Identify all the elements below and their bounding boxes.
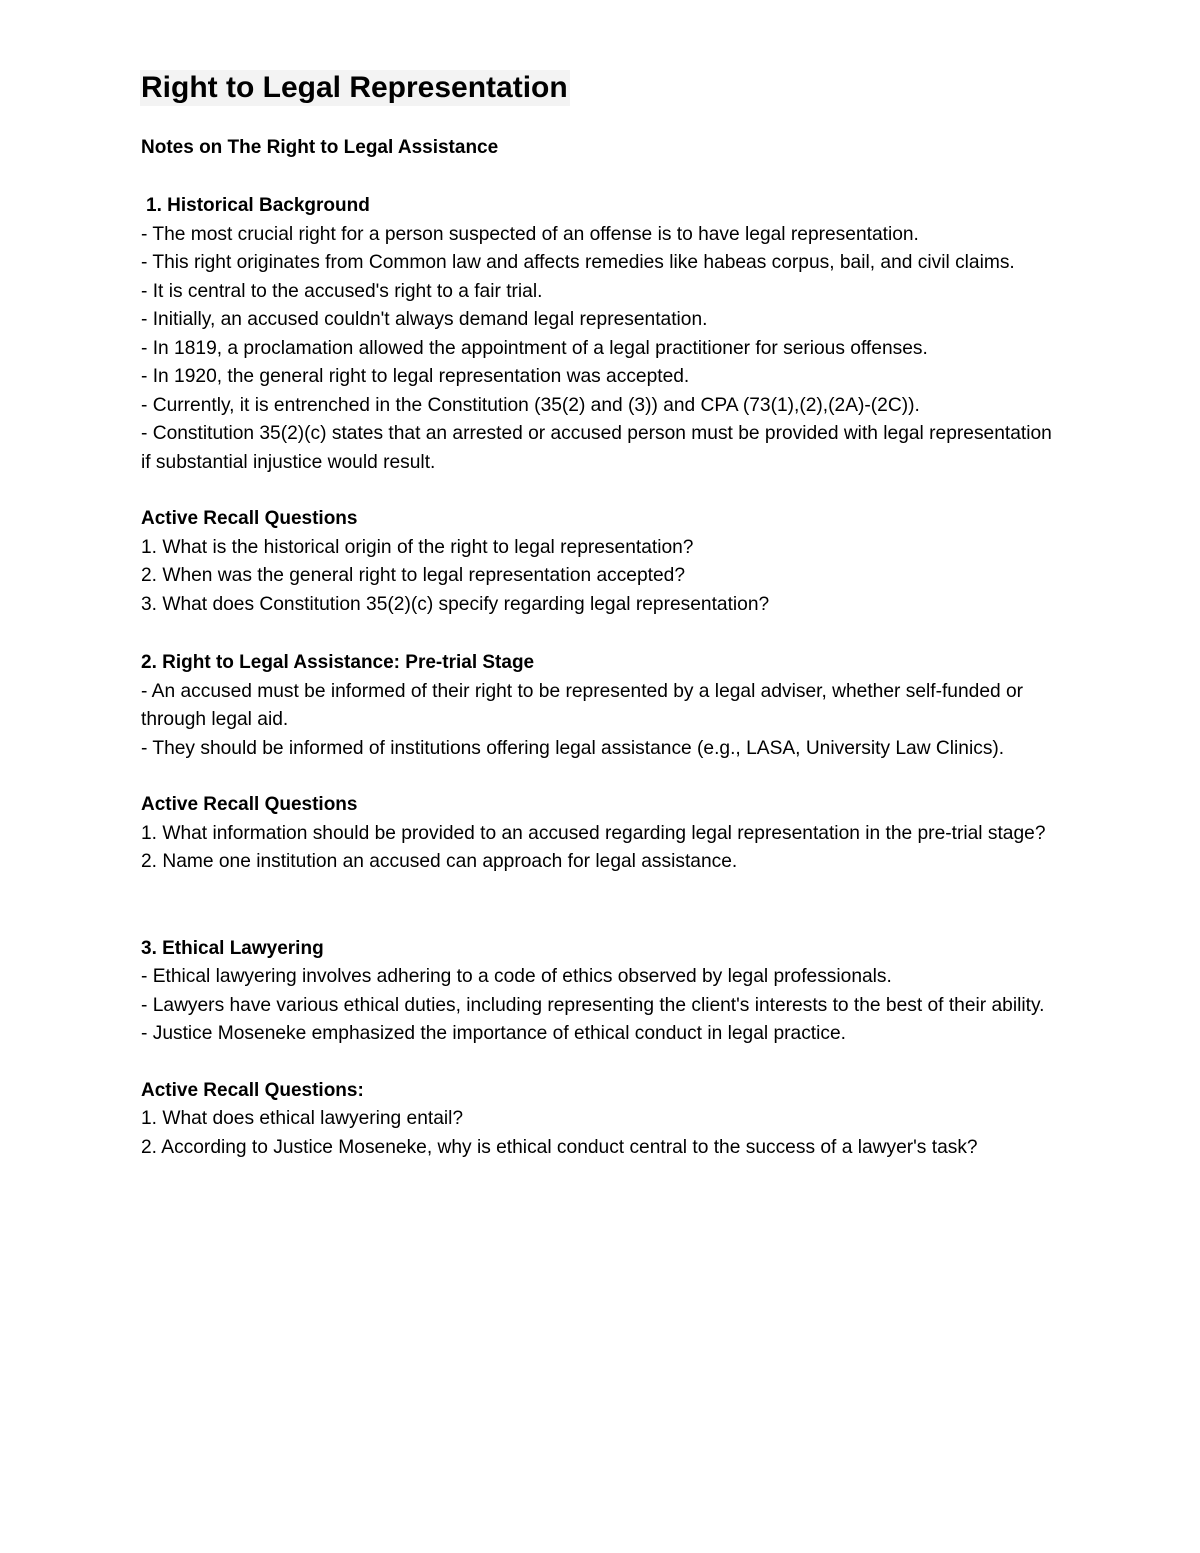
section-heading: 2. Right to Legal Assistance: Pre-trial Stage (141, 652, 535, 673)
bullet-point: - The most crucial right for a person suspected of an offense is to have legal representation. (141, 223, 919, 245)
recall-question: 1. What information should be provided to an accused regarding legal representation in the pre-trial stage? (141, 822, 1046, 844)
bullet-point: - Constitution 35(2)(c) states that an arrested or accused person must be provided with legal representation if substantial injustice would result. (141, 423, 1052, 473)
section-pre-trial-stage (141, 649, 1061, 877)
bullet-point: - An accused must be informed of their right to be represented by a legal adviser, whether self-funded or through legal aid. (141, 680, 1024, 730)
section-historical-background (141, 192, 1061, 619)
bullet-point: - In 1920, the general right to legal representation was accepted. (141, 366, 690, 387)
recall-question: 1. What does ethical lawyering entail? (141, 1108, 464, 1129)
bullet-point: - Initially, an accused couldn't always demand legal representation. (141, 309, 708, 330)
bullet-point: - Lawyers have various ethical duties, including representing the client's interests to the best of their ability. (141, 994, 1045, 1016)
document-subtitle: Notes on The Right to Legal Assistance (141, 137, 499, 158)
active-recall-block (141, 505, 1061, 619)
bullet-point: - It is central to the accused's right to a fair trial. (141, 280, 543, 302)
recall-heading: Active Recall Questions: (141, 1079, 364, 1101)
recall-heading: Active Recall Questions (141, 508, 358, 529)
recall-question: 2. According to Justice Moseneke, why is ethical conduct central to the success of a lawyer's task? (141, 1136, 978, 1158)
bullet-point: - This right originates from Common law and affects remedies like habeas corpus, bail, and civil claims. (141, 252, 1015, 273)
bullet-point: - Currently, it is entrenched in the Constitution (35(2) and (3)) and CPA (73(1),(2),(2A)-(2C)). (141, 394, 920, 416)
active-recall-block (141, 791, 1061, 877)
section-heading: 1. Historical Background (146, 195, 370, 216)
bullet-point: - Justice Moseneke emphasized the importance of ethical conduct in legal practice. (141, 1023, 846, 1044)
recall-question: 2. When was the general right to legal representation accepted? (141, 565, 685, 586)
section-ethical-lawyering (141, 935, 1061, 1163)
document-title: Right to Legal Representation (141, 71, 568, 104)
recall-question: 3. What does Constitution 35(2)(c) specify regarding legal representation? (141, 593, 770, 615)
recall-heading: Active Recall Questions (141, 794, 358, 815)
active-recall-block (141, 1077, 1061, 1163)
recall-question: 1. What is the historical origin of the right to legal representation? (141, 536, 694, 558)
bullet-point: - They should be informed of institutions offering legal assistance (e.g., LASA, University Law Clinics). (141, 737, 1005, 759)
bullet-point: - In 1819, a proclamation allowed the appointment of a legal practitioner for serious offenses. (141, 337, 928, 359)
recall-question: 2. Name one institution an accused can approach for legal assistance. (141, 851, 738, 872)
bullet-point: - Ethical lawyering involves adhering to a code of ethics observed by legal professionals. (141, 966, 892, 987)
document-page (141, 70, 1061, 1162)
section-heading: 3. Ethical Lawyering (141, 937, 324, 959)
